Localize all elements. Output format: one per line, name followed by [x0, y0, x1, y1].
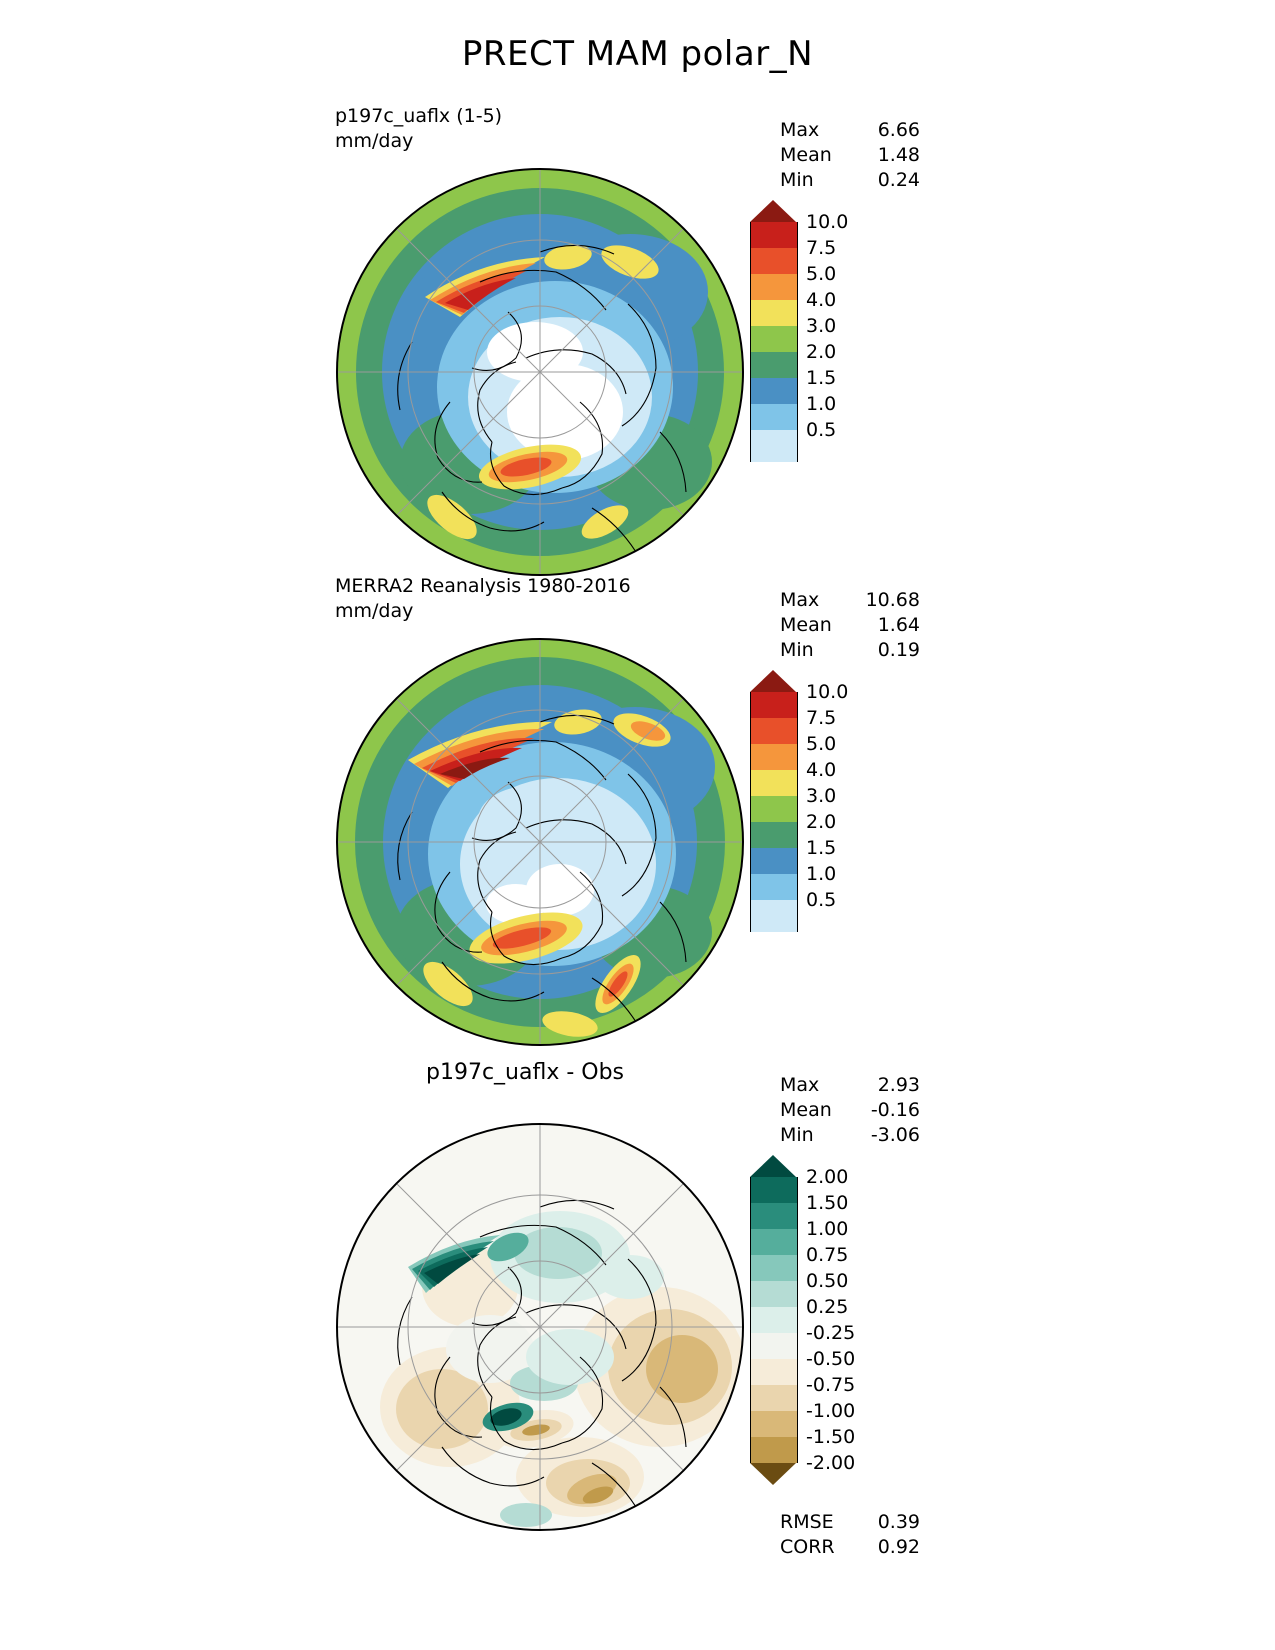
colorbar-segment — [751, 1203, 797, 1229]
colorbar-tick-label: 10.0 — [806, 211, 849, 233]
colorbar-segment — [751, 1281, 797, 1307]
colorbar-segment — [751, 222, 797, 248]
colorbar-segment — [751, 718, 797, 744]
colorbar-segment — [751, 1359, 797, 1385]
panel-model-title: p197c_uaflx (1-5) — [335, 105, 503, 127]
panel-diff-stats — [780, 1073, 920, 1148]
colorbar-tick-label: 1.0 — [806, 863, 837, 885]
colorbar-segment — [751, 300, 797, 326]
colorbar-top-arrow — [750, 200, 796, 222]
colorbar-body — [750, 692, 798, 932]
colorbar-tick-label: 7.5 — [806, 707, 837, 729]
colorbar-tick-label: 1.00 — [806, 1218, 849, 1240]
colorbar-segment — [751, 430, 797, 462]
panel-diff-footer-stats — [780, 1510, 920, 1560]
panel-obs-stats — [780, 588, 920, 663]
colorbar-tick-label: -2.00 — [806, 1452, 856, 1474]
colorbar-tick-label: 0.50 — [806, 1270, 849, 1292]
colorbar-top-arrow — [750, 1155, 796, 1177]
colorbar-tick-label: 1.5 — [806, 837, 837, 859]
panel-model-stats — [780, 118, 920, 193]
colorbar-tick-label: -1.00 — [806, 1400, 856, 1422]
panel-obs-title: MERRA2 Reanalysis 1980-2016 — [335, 575, 631, 597]
colorbar-tick-label: 2.0 — [806, 811, 837, 833]
colorbar-tick-label: 1.50 — [806, 1192, 849, 1214]
colorbar-segment — [751, 1411, 797, 1437]
colorbar-segment — [751, 822, 797, 848]
colorbar-segment — [751, 1307, 797, 1333]
colorbar-body — [750, 222, 798, 462]
stat-row: Max 10.68 — [780, 589, 920, 611]
colorbar-tick-label: 2.00 — [806, 1166, 849, 1188]
colorbar-bottom-arrow — [750, 462, 796, 484]
colorbar-bottom-arrow — [750, 1463, 796, 1485]
colorbar-tick-label: 0.75 — [806, 1244, 849, 1266]
colorbar-segment — [751, 404, 797, 430]
colorbar-tick-label: -0.75 — [806, 1374, 856, 1396]
stat-row: Mean 1.48 — [780, 144, 920, 166]
colorbar-segment — [751, 352, 797, 378]
colorbar-segment — [751, 1385, 797, 1411]
map-model — [330, 162, 750, 582]
colorbar-segment — [751, 1255, 797, 1281]
stat-row: RMSE 0.39 — [780, 1511, 920, 1533]
stat-row: Max 2.93 — [780, 1074, 920, 1096]
colorbar-tick-label: -1.50 — [806, 1426, 856, 1448]
stat-row: Min -3.06 — [780, 1124, 920, 1146]
map-diff — [330, 1117, 750, 1537]
colorbar-segment — [751, 770, 797, 796]
colorbar-tick-label: 5.0 — [806, 263, 837, 285]
map-obs — [330, 632, 750, 1052]
panel-obs-units: mm/day — [335, 600, 414, 622]
colorbar-tick-label: 7.5 — [806, 237, 837, 259]
colorbar-tick-label: -0.25 — [806, 1322, 856, 1344]
colorbar-tick-label: -0.50 — [806, 1348, 856, 1370]
colorbar-segment — [751, 900, 797, 932]
colorbar-tick-label: 0.5 — [806, 419, 837, 441]
page-title: PRECT MAM polar_N — [461, 34, 814, 74]
colorbar-segment — [751, 744, 797, 770]
stat-row: Mean 1.64 — [780, 614, 920, 636]
colorbar-tick-label: 5.0 — [806, 733, 837, 755]
colorbar-tick-label: 10.0 — [806, 681, 849, 703]
colorbar-segment — [751, 796, 797, 822]
colorbar-segment — [751, 692, 797, 718]
panel-model-units: mm/day — [335, 130, 414, 152]
colorbar-segment — [751, 248, 797, 274]
colorbar-segment — [751, 378, 797, 404]
colorbar-segment — [751, 1437, 797, 1463]
colorbar-tick-label: 1.0 — [806, 393, 837, 415]
colorbar-segment — [751, 326, 797, 352]
colorbar-top-arrow — [750, 670, 796, 692]
colorbar-tick-label: 1.5 — [806, 367, 837, 389]
colorbar-tick-label: 0.5 — [806, 889, 837, 911]
colorbar-body — [750, 1177, 798, 1463]
colorbar-segment — [751, 848, 797, 874]
colorbar-segment — [751, 1229, 797, 1255]
colorbar-segment — [751, 1333, 797, 1359]
colorbar-segment — [751, 274, 797, 300]
colorbar-bottom-arrow — [750, 932, 796, 954]
stat-row: CORR 0.92 — [780, 1536, 920, 1558]
colorbar-tick-label: 0.25 — [806, 1296, 849, 1318]
colorbar-tick-label: 3.0 — [806, 785, 837, 807]
colorbar-tick-label: 4.0 — [806, 759, 837, 781]
stat-row: Max 6.66 — [780, 119, 920, 141]
colorbar-segment — [751, 874, 797, 900]
stat-row: Min 0.19 — [780, 639, 920, 661]
colorbar-tick-label: 2.0 — [806, 341, 837, 363]
panel-diff-title: p197c_uaflx - Obs — [425, 1060, 625, 1085]
stat-row: Mean -0.16 — [780, 1099, 920, 1121]
colorbar-tick-label: 4.0 — [806, 289, 837, 311]
colorbar-segment — [751, 1177, 797, 1203]
colorbar-tick-label: 3.0 — [806, 315, 837, 337]
stat-row: Min 0.24 — [780, 169, 920, 191]
